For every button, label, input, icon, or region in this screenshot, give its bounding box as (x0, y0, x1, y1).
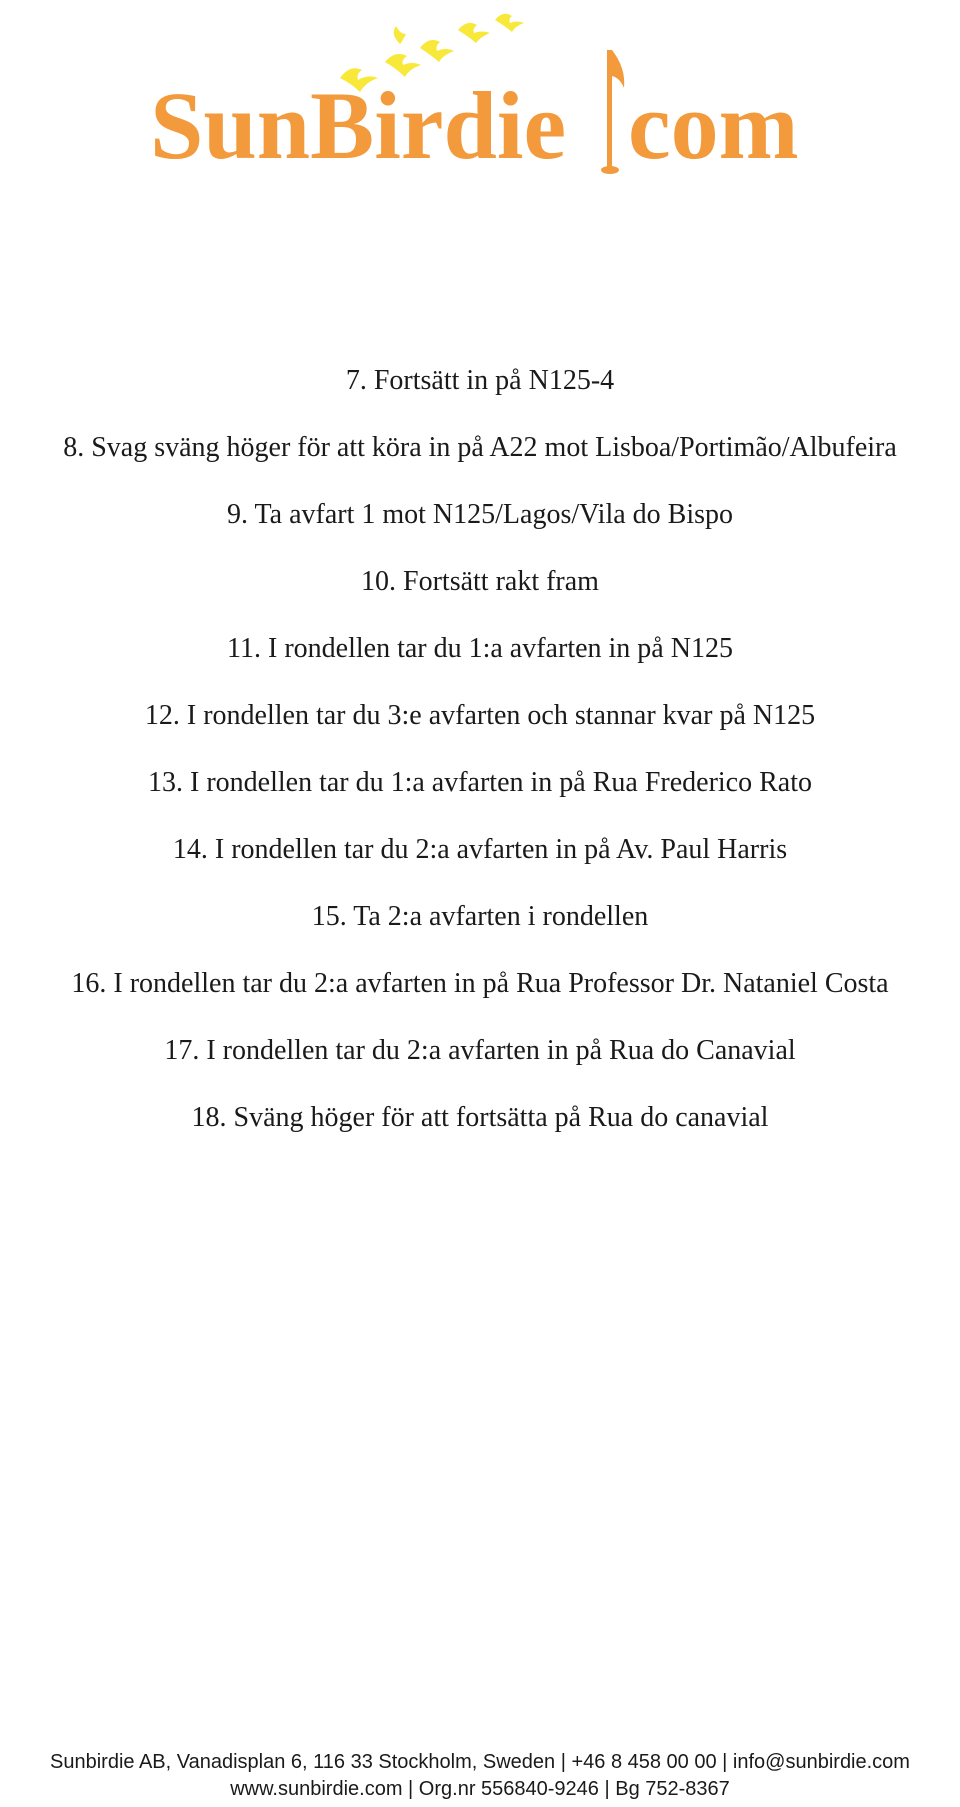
logo-wordmark-left: SunBirdie (150, 72, 567, 179)
direction-step: 17. I rondellen tar du 2:a avfarten in på Rua do Canavial (164, 1035, 796, 1066)
direction-step: 15. Ta 2:a avfarten i rondellen (311, 901, 649, 932)
direction-step: 16. I rondellen tar du 2:a avfarten in på Rua Professor Dr. Nataniel Costa (71, 968, 889, 999)
footer-contact-line: Sunbirdie AB, Vanadisplan 6, 116 33 Stockholm, Sweden | +46 8 458 00 00 | info@sunbirdie.com (50, 1751, 910, 1773)
direction-step: 7. Fortsätt in på N125-4 (345, 365, 615, 396)
directions-list (0, 354, 960, 1158)
direction-step: 12. I rondellen tar du 3:e avfarten och stannar kvar på N125 (144, 700, 816, 731)
logo-wordmark-right: com (628, 72, 799, 179)
direction-step: 9. Ta avfart 1 mot N125/Lagos/Vila do Bispo (227, 499, 733, 530)
direction-step: 18. Sväng höger för att fortsätta på Rua do canavial (191, 1102, 769, 1133)
direction-step: 11. I rondellen tar du 1:a avfarten in på N125 (227, 633, 733, 664)
sunbirdie-logo (150, 0, 830, 185)
direction-step: 10. Fortsätt rakt fram (361, 566, 599, 597)
footer-registration-line: www.sunbirdie.com | Org.nr 556840-9246 | Bg 752-8367 (230, 1778, 730, 1800)
direction-step: 13. I rondellen tar du 1:a avfarten in på Rua Frederico Rato (148, 767, 812, 798)
direction-step: 14. I rondellen tar du 2:a avfarten in på Av. Paul Harris (172, 834, 788, 865)
direction-step: 8. Svag sväng höger för att köra in på A22 mot Lisboa/Portimão/Albufeira (63, 432, 897, 463)
golf-flag-and-birds-logo-icon (150, 0, 830, 185)
golf-flag-icon (601, 50, 624, 174)
